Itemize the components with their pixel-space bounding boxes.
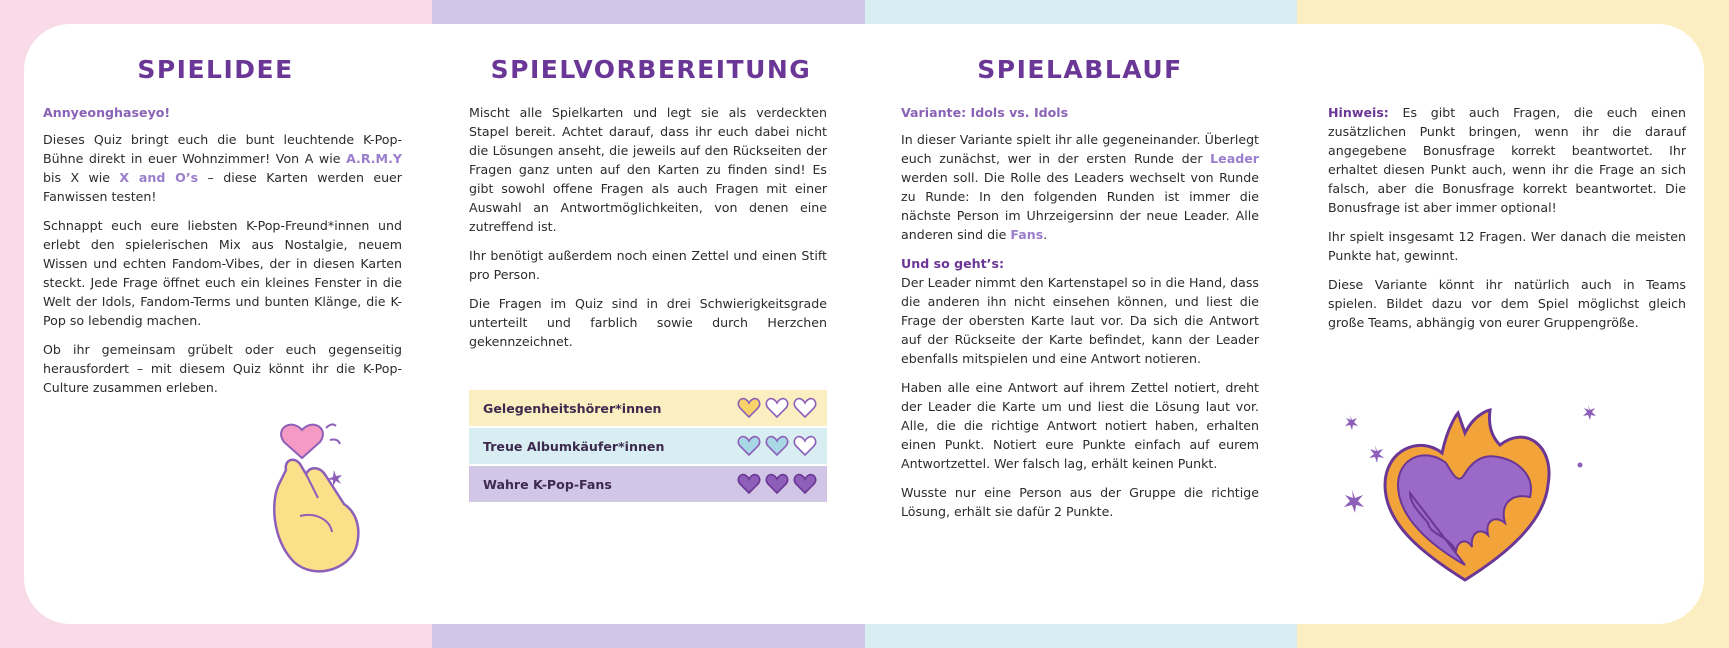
ablauf-paragraph-3: Haben alle eine Antwort auf ihrem Zettel notiert, dreht der Leader die Karte um und liest die Lösung laut vor. Alle, die die richtige Antwort notiert haben, erhalten einen Punkt. Notiert eure Punkte einfach auf eurem Antwortzettel. Wer falsch lag, erhält keinen Punkt. <box>901 380 1259 471</box>
und-so-gehts-subheading: Und so geht’s: <box>901 256 1004 271</box>
text-span: Dieses Quiz bringt euch die bunt leuchtende K-Pop-Bühne direkt in euer Wohnzimmer! Von A wie <box>43 132 402 166</box>
difficulty-label: Gelegenheitshörer*innen <box>483 400 662 416</box>
ablauf-paragraph-1 <box>901 130 1259 244</box>
hinweis-paragraph-3: Diese Variante könnt ihr natürlich auch in Teams spielen. Bildet dazu vor dem Spiel möglichst gleich große Teams, abhängig von eurer Gruppengröße. <box>1328 277 1686 330</box>
spielvorbereitung-section <box>469 103 827 361</box>
hearts-1 <box>737 397 817 419</box>
spielvorbereitung-heading: SPIELVORBEREITUNG <box>490 55 812 84</box>
difficulty-row-1 <box>469 390 827 426</box>
text-span: . <box>1043 227 1048 242</box>
x-and-os-highlight: X and O’s <box>119 170 199 185</box>
heart-icon <box>793 435 817 457</box>
difficulty-label: Wahre K-Pop-Fans <box>483 476 612 492</box>
leader-highlight: Leader <box>1210 151 1259 166</box>
hearts-2 <box>737 435 817 457</box>
greeting: Annyeonghaseyo! <box>43 105 171 120</box>
difficulty-row-3 <box>469 466 827 502</box>
spielidee-paragraph-2: Schnappt euch eure liebsten K-Pop-Freund*innen und erlebt den spielerischen Mix aus Nostalgie, neuem Wissen und echten Fandom-Vibes, der in diesen Karten steckt. Jede Frage öffnet euch ein kleines Fenster in die Welt der Idols, Fandom-Terms und bunten Klänge, die K-Pop so lebendig machen. <box>43 218 402 328</box>
spielablauf-section <box>901 103 1259 531</box>
spielidee-paragraph-1 <box>43 130 402 206</box>
hearts-3 <box>737 473 817 495</box>
hinweis-paragraph-2: Ihr spielt insgesamt 12 Fragen. Wer danach die meisten Punkte hat, gewinnt. <box>1328 229 1686 263</box>
ablauf-paragraph-4: Wusste nur eine Person aus der Gruppe die richtige Lösung, erhält sie dafür 2 Punkte. <box>901 485 1259 519</box>
spielablauf-heading: SPIELABLAUF <box>977 55 1183 84</box>
text-span: werden soll. Die Rolle des Leaders wechselt von Runde zu Runde: In den folgenden Runden ist immer die nächste Person im Uhrzeigersinn der neue Leader. Alle anderen sind die <box>901 170 1259 242</box>
fans-highlight: Fans <box>1010 227 1044 242</box>
heart-icon <box>737 435 761 457</box>
difficulty-table <box>469 390 827 504</box>
vorbereitung-paragraph-1: Mischt alle Spielkarten und legt sie als verdeckten Stapel bereit. Achtet darauf, dass ihr euch dabei nicht die Lösungen anseht, die jeweils auf den Rückseiten der Fragen ganz unten auf den Karten zu finden sind! Es gibt sowohl offene Fragen als auch Fragen mit einer Auswahl an Antwortmöglichkeiten, von denen eine zutreffend ist. <box>469 105 827 234</box>
spielidee-paragraph-3: Ob ihr gemeinsam grübelt oder euch gegenseitig herausfordert – mit diesem Quiz könnt ihr die K-Pop-Culture zusammen erleben. <box>43 342 402 395</box>
heart-icon <box>765 435 789 457</box>
heart-icon <box>737 473 761 495</box>
text-span: In dieser Variante spielt ihr alle gegeneinander. Überlegt euch zunächst, wer in der ersten Runde der <box>901 132 1259 166</box>
heart-icon <box>765 473 789 495</box>
finger-heart-icon <box>260 420 370 580</box>
text-span: Es gibt auch Fragen, die euch einen zusätzlichen Punkt bringen, wenn ihr die darauf angegebene Bonusfrage korrekt beantwortet. Ihr erhaltet diesen Punkt auch, wenn ihr die Frage an sich falsch, aber die Bonusfrage korrekt beantwortet. Die Bonusfrage ist aber immer optional! <box>1328 105 1686 215</box>
vorbereitung-paragraph-3: Die Fragen im Quiz sind in drei Schwierigkeitsgrade unterteilt und farblich sowie durch Herzchen gekennzeichnet. <box>469 296 827 349</box>
difficulty-row-2 <box>469 428 827 464</box>
hinweis-section <box>1328 103 1686 342</box>
heart-icon <box>793 473 817 495</box>
vorbereitung-paragraph-2: Ihr benötigt außerdem noch einen Zettel und einen Stift pro Person. <box>469 248 827 282</box>
text-span: bis X wie <box>43 170 120 185</box>
hinweis-paragraph <box>1328 103 1686 217</box>
ablauf-paragraph-2: Der Leader nimmt den Kartenstapel so in die Hand, dass die anderen ihn nicht einsehen können, und liest die Frage der obersten Karte laut vor. Da sich die Antwort auf der Rückseite der Karte befindet, kann der Leader ebenfalls mitspielen und eine Antwort notieren. <box>901 275 1259 366</box>
hinweis-label: Hinweis: <box>1328 105 1389 120</box>
spielidee-section <box>43 103 402 407</box>
army-highlight: A.R.M.Y <box>346 151 402 166</box>
spielidee-heading: SPIELIDEE <box>137 55 294 84</box>
flaming-heart-icon <box>1330 405 1600 590</box>
variant-title: Variante: Idols vs. Idols <box>901 105 1069 120</box>
heart-icon <box>737 397 761 419</box>
heart-icon <box>793 397 817 419</box>
heart-icon <box>765 397 789 419</box>
difficulty-label: Treue Albumkäufer*innen <box>483 438 665 454</box>
text-span: – diese Karten werden euer Fanwissen testen! <box>43 170 402 204</box>
